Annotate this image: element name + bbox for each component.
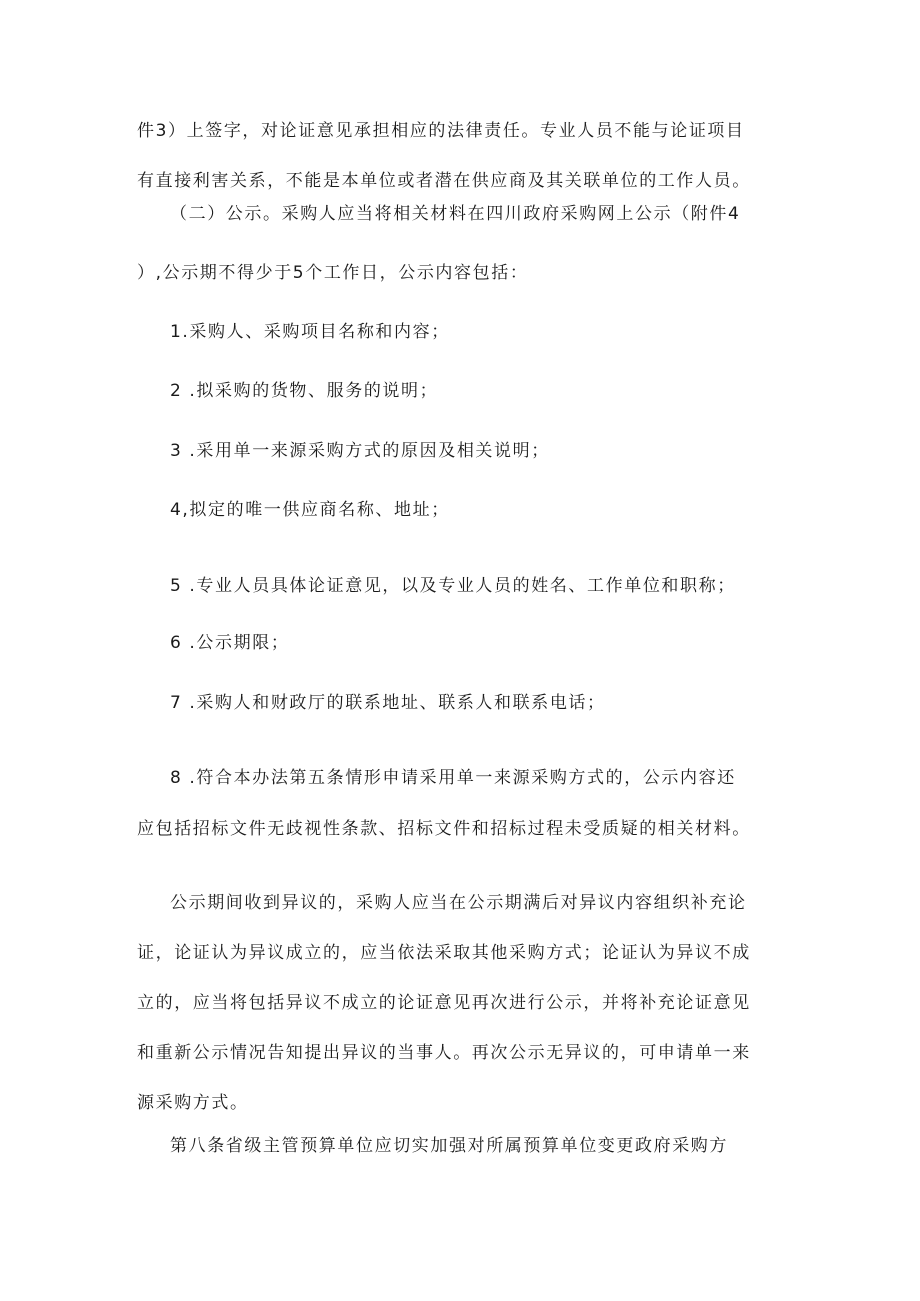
text-line: 证，论证认为异议成立的，应当依法采取其他采购方式；论证认为异议不成	[137, 943, 751, 963]
text-line: 和重新公示情况告知提出异议的当事人。再次公示无异议的，可申请单一来	[137, 1043, 751, 1063]
list-item: 4,拟定的唯一供应商名称、地址；	[170, 500, 450, 520]
text-line: 件3）上签字，对论证意见承担相应的法律责任。专业人员不能与论证项目	[137, 121, 745, 141]
text-line: 应包括招标文件无歧视性条款、招标文件和招标过程未受质疑的相关材料。	[137, 819, 751, 839]
text-line: （二）公示。采购人应当将相关材料在四川政府采购网上公示（附件4	[170, 204, 741, 224]
text-line: 源采购方式。	[137, 1093, 249, 1113]
list-item: 2 .拟采购的货物、服务的说明；	[170, 381, 439, 401]
text-line: 立的，应当将包括异议不成立的论证意见再次进行公示，并将补充论证意见	[137, 993, 751, 1013]
list-item: 8 .符合本办法第五条情形申请采用单一来源采购方式的，公示内容还	[170, 768, 736, 788]
list-item: 6 .公示期限；	[170, 633, 290, 653]
text-line: 公示期间收到异议的，采购人应当在公示期满后对异议内容组织补充论	[170, 893, 747, 913]
text-line: 第八条省级主管预算单位应切实加强对所属预算单位变更政府采购方	[170, 1136, 728, 1156]
list-item: 5 .专业人员具体论证意见，以及专业人员的姓名、工作单位和职称；	[170, 576, 736, 596]
list-item: 1.采购人、采购项目名称和内容；	[170, 322, 450, 342]
text-line: ）,公示期不得少于5个工作日，公示内容包括：	[137, 263, 529, 283]
list-item: 3 .采用单一来源采购方式的原因及相关说明；	[170, 441, 550, 461]
text-line: 有直接利害关系，不能是本单位或者潜在供应商及其关联单位的工作人员。	[137, 171, 751, 191]
list-item: 7 .采购人和财政厅的联系地址、联系人和联系电话；	[170, 693, 606, 713]
